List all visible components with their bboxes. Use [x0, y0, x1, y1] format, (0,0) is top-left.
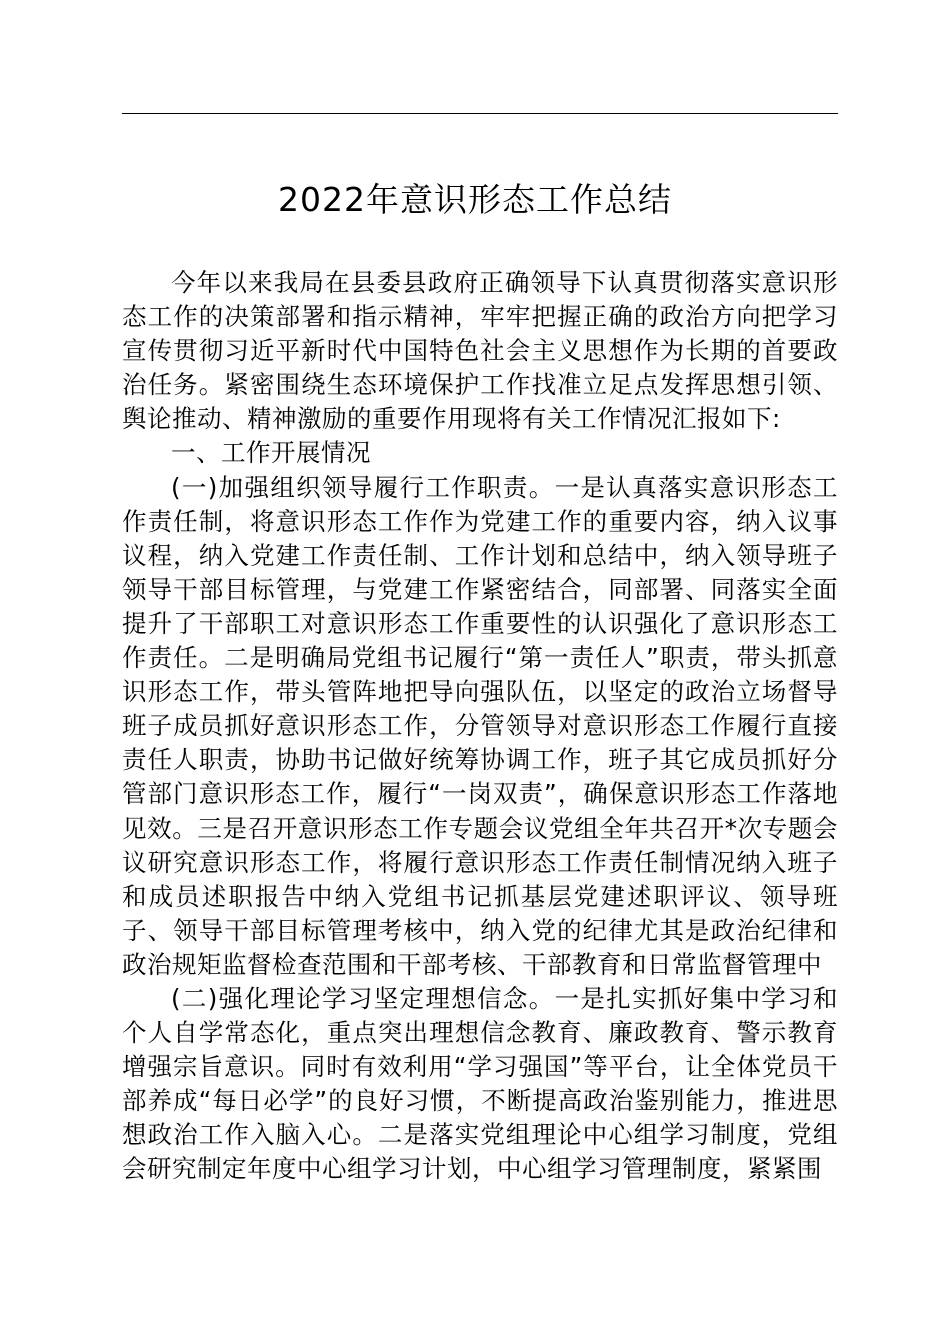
paragraph-organization: (一)加强组织领导履行工作职责。一是认真落实意识形态工作责任制，将意识形态工作作为党建工作的重要内容，纳入议事议程，纳入党建工作责任制、工作计划和总结中，纳入领导班子领导干部目标管理，与党建工作紧密结合，同部署、同落实全面提升了干部职工对意识形态工作重要性的认识强化了意识形态工作责任。二是明确局党组书记履行“第一责任人”职责，带头抓意识形态工作，带头管阵地把导向强队伍，以坚定的政治立场督导班子成员抓好意识形态工作，分管领导对意识形态工作履行直接责任人职责，协助书记做好统筹协调工作，班子其它成员抓好分管部门意识形态工作，履行“一岗双责”，确保意识形态工作落地见效。三是召开意识形态工作专题会议党组全年共召开*次专题会议研究意识形态工作，将履行意识形态工作责任制情况纳入班子和成员述职报告中纳入党组书记抓基层党建述职评议、领导班子、领导干部目标管理考核中，纳入党的纪律尤其是政治纪律和政治规矩监督检查范围和干部考核、干部教育和日常监督管理中: [122, 472, 838, 979]
paragraph-theory-study: (二)强化理论学习坚定理想信念。一是扎实抓好集中学习和个人自学常态化，重点突出理想信念教育、廉政教育、警示教育增强宗旨意识。同时有效利用“学习强国”等平台，让全体党员干部养成“每日必学”的良好习惯，不断提高政治鉴别能力，推进思想政治工作入脑入心。二是落实党组理论中心组学习制度，党组会研究制定年度中心组学习计划，中心组学习管理制度，紧紧围: [122, 983, 838, 1184]
header-rule: [122, 113, 838, 114]
paragraph-intro: 今年以来我局在县委县政府正确领导下认真贯彻落实意识形态工作的决策部署和指示精神，牢牢把握正确的政治方向把学习宣传贯彻习近平新时代中国特色社会主义思想作为长期的首要政治任务。紧密围绕生态环境保护工作找准立足点发挥思想引领、舆论推动、精神激励的重要作用现将有关工作情况汇报如下:: [122, 268, 838, 434]
document-body: [122, 266, 838, 1187]
document-title: 2022年意识形态工作总结: [278, 180, 672, 219]
section-heading: 一、工作开展情况: [171, 438, 371, 468]
